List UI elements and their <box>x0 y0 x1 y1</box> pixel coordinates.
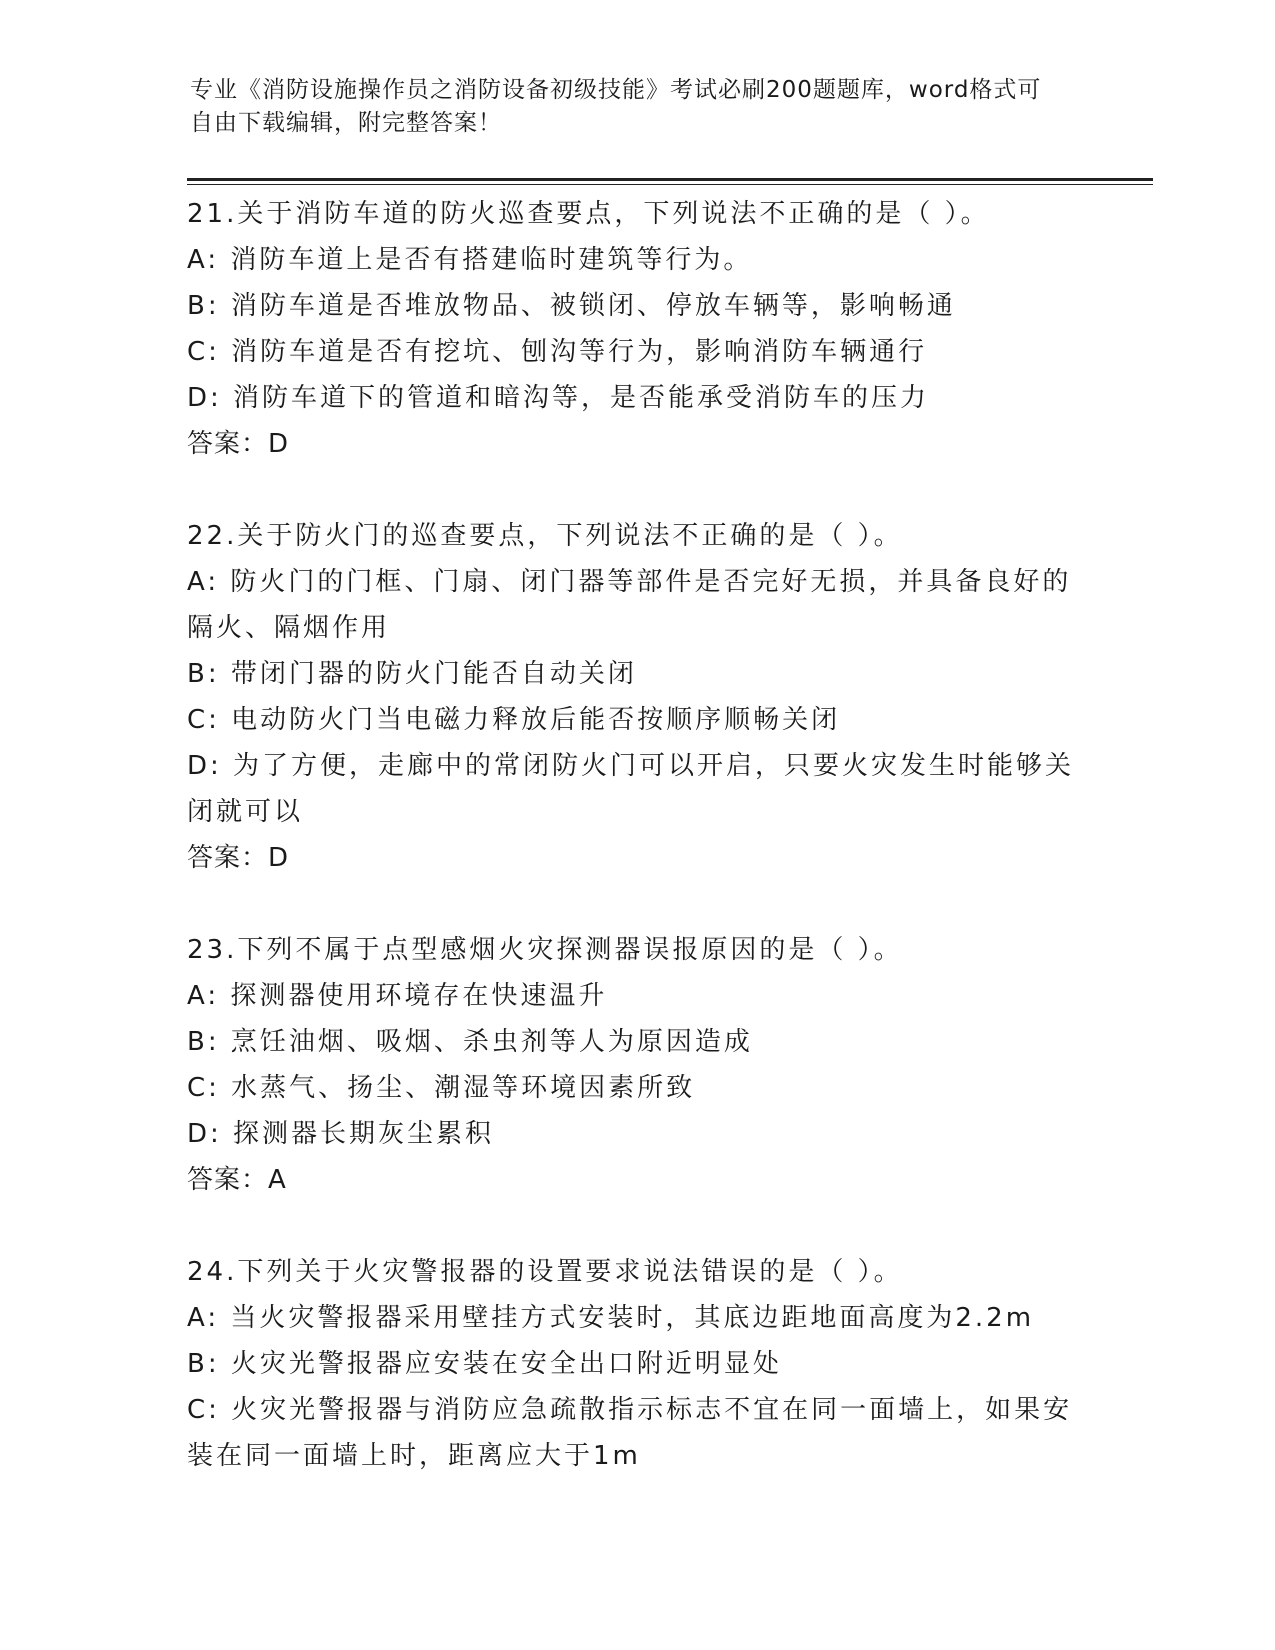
answer: 答案：D <box>187 843 290 873</box>
option-d: D: 探测器长期灰尘累积 <box>187 1119 495 1149</box>
option-a: A: 当火灾警报器采用壁挂方式安装时，其底边距地面高度为2.2m <box>187 1303 1035 1333</box>
option-a: A: 防火门的门框、门扇、闭门器等部件是否完好无损，并具备良好的 <box>187 567 1072 597</box>
question-stem: 21.关于消防车道的防火巡查要点，下列说法不正确的是（ ）。 <box>187 199 990 229</box>
question-stem: 23.下列不属于点型感烟火灾探测器误报原因的是（ ）。 <box>187 935 903 965</box>
option-d-continued: 闭就可以 <box>187 797 304 827</box>
question-stem: 22.关于防火门的巡查要点，下列说法不正确的是（ ）。 <box>187 521 903 551</box>
option-a: A: 探测器使用环境存在快速温升 <box>187 981 608 1011</box>
option-d: D: 消防车道下的管道和暗沟等，是否能承受消防车的压力 <box>187 383 930 413</box>
option-c-continued: 装在同一面墙上时，距离应大于1m <box>187 1441 641 1471</box>
question-list <box>187 191 1087 1479</box>
header-line-1: 专业《消防设施操作员之消防设备初级技能》考试必刷200题题库，word格式可 <box>190 77 1042 103</box>
answer: 答案：D <box>187 429 290 459</box>
spacer <box>187 467 1087 513</box>
option-b: B: 火灾光警报器应安装在安全出口附近明显处 <box>187 1349 782 1379</box>
question-23 <box>187 927 1087 1203</box>
spacer <box>187 1203 1087 1249</box>
option-c: C: 水蒸气、扬尘、潮湿等环境因素所致 <box>187 1073 696 1103</box>
spacer <box>187 881 1087 927</box>
option-b: B: 带闭门器的防火门能否自动关闭 <box>187 659 637 689</box>
option-c: C: 消防车道是否有挖坑、刨沟等行为，影响消防车辆通行 <box>187 337 928 367</box>
question-21 <box>187 191 1087 467</box>
header-rule-thin <box>187 184 1153 185</box>
header-line-2: 自由下载编辑，附完整答案！ <box>190 110 502 136</box>
option-d: D: 为了方便，走廊中的常闭防火门可以开启，只要火灾发生时能够关 <box>187 751 1075 781</box>
option-c: C: 火灾光警报器与消防应急疏散指示标志不宜在同一面墙上，如果安 <box>187 1395 1073 1425</box>
question-stem: 24.下列关于火灾警报器的设置要求说法错误的是（ ）。 <box>187 1257 903 1287</box>
option-b: B: 消防车道是否堆放物品、被锁闭、停放车辆等，影响畅通 <box>187 291 956 321</box>
question-22 <box>187 513 1087 881</box>
option-b: B: 烹饪油烟、吸烟、杀虫剂等人为原因造成 <box>187 1027 753 1057</box>
answer: 答案：A <box>187 1165 287 1195</box>
option-a: A: 消防车道上是否有搭建临时建筑等行为。 <box>187 245 753 275</box>
option-a-continued: 隔火、隔烟作用 <box>187 613 391 643</box>
option-c: C: 电动防火门当电磁力释放后能否按顺序顺畅关闭 <box>187 705 841 735</box>
document-header <box>190 74 1090 140</box>
question-24 <box>187 1249 1087 1479</box>
header-rule-thick <box>187 178 1153 181</box>
